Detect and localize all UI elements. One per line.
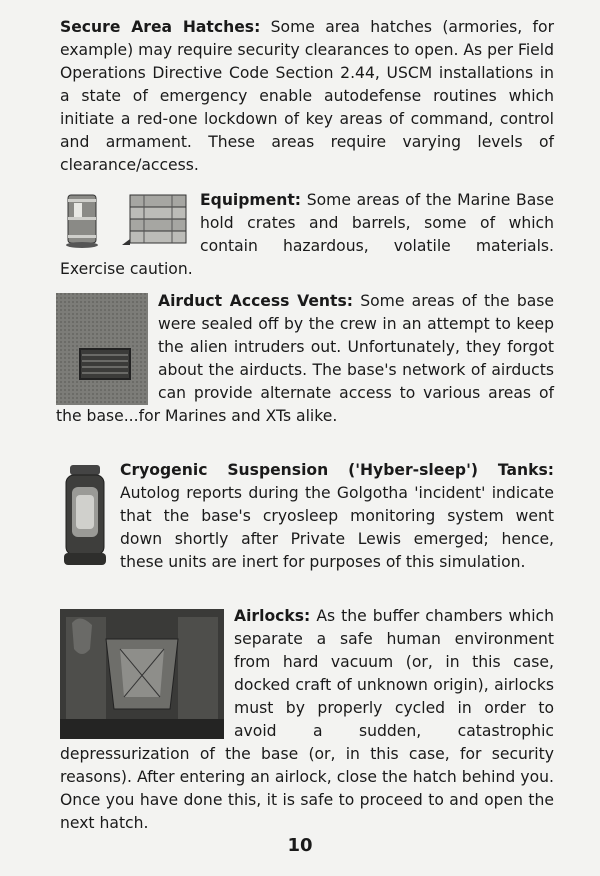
cryo-tank-image (60, 465, 110, 569)
section-heading: Airlocks: (234, 607, 311, 625)
section-body: Autolog reports during the Golgotha 'incident' indicate that the base's cryosleep monitoring system went down shortly after Private Lewis emerged; hence, these units are inert for purposes of this simulation. (120, 484, 554, 571)
section-heading: Airduct Access Vents: (158, 292, 353, 310)
section-airlocks (60, 605, 554, 835)
page-number: 10 (287, 835, 313, 856)
section-secure-area-hatches (60, 16, 554, 177)
section-body: Some areas of the base were sealed off by the crew in an attempt to keep the alien intruders out. Unfortunately, they forgot about the airducts. The base's network of airducts can provide alternate access to various areas of the base...for Marines and XTs alike. (56, 292, 554, 425)
section-equipment (60, 189, 554, 281)
section-heading: Secure Area Hatches: (60, 18, 261, 36)
barrel-and-crate-icon (60, 189, 190, 253)
section-airduct-access-vents (56, 290, 554, 428)
section-body: Some areas of the Marine Base hold crates and barrels, some of which contain hazardous, volatile materials. Exercise caution. (60, 191, 554, 278)
section-body: Some area hatches (armories, for example) may require security clearances to open. As per Field Operations Directive Code Section 2.44, USCM installations in a state of emergency enable autodefense routines which initiate a red-one lockdown of key areas of command, control and armament. These areas require varying levels of clearance/access. (60, 18, 555, 174)
section-cryogenic-tanks (60, 459, 554, 574)
section-body: As the buffer chambers which separate a safe human environment from hard vacuum (or, in this case, docked craft of unknown origin), airlocks must by properly cycled in order to avoid a sudden, catastrophic depressurization of the base (or, in this case, for security reasons). After entering an airlock, close the hatch behind you. Once you have done this, it is safe to proceed to and open the next hatch. (60, 607, 554, 832)
airduct-vent-image (56, 293, 148, 405)
section-heading: Equipment: (200, 191, 302, 209)
section-heading: Cryogenic Suspension ('Hyber-sleep') Tanks: (120, 461, 554, 479)
airlock-image (60, 609, 224, 739)
